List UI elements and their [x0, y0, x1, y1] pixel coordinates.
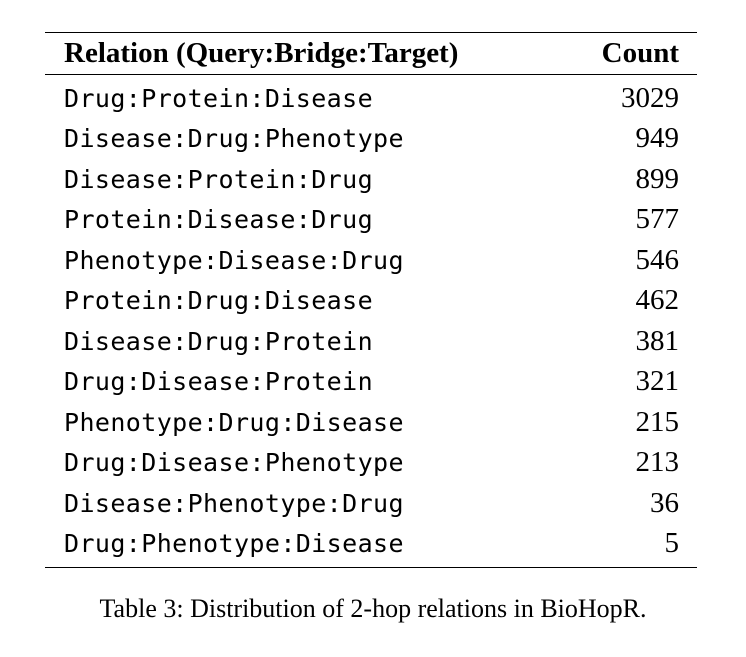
- table-row: [45, 524, 697, 568]
- table-row: [45, 362, 697, 403]
- relation-column-header: Relation (Query:Bridge:Target): [64, 37, 459, 69]
- table-row: [45, 240, 697, 281]
- table-row: [45, 200, 697, 241]
- table-row: [45, 281, 697, 322]
- relation-cell: Drug:Disease:Phenotype: [64, 448, 404, 478]
- count-cell: 36: [650, 486, 679, 519]
- count-cell: 462: [635, 284, 679, 317]
- table-row: [45, 321, 697, 362]
- relation-cell: Drug:Disease:Protein: [64, 367, 374, 397]
- table-header: [45, 33, 697, 75]
- count-cell: 899: [635, 162, 679, 195]
- table-row: [45, 483, 697, 524]
- count-cell: 215: [635, 405, 679, 438]
- relation-cell: Protein:Disease:Drug: [64, 205, 374, 235]
- relation-cell: Drug:Protein:Disease: [64, 83, 374, 113]
- count-cell: 5: [664, 527, 679, 560]
- relations-table: [45, 32, 697, 568]
- count-cell: 321: [635, 365, 679, 398]
- table-row: [45, 443, 697, 484]
- relation-cell: Disease:Protein:Drug: [64, 164, 374, 194]
- header-row: [45, 33, 697, 75]
- relation-cell: Phenotype:Drug:Disease: [64, 407, 404, 437]
- count-cell: 3029: [621, 81, 679, 114]
- relations-table-container: [45, 32, 697, 568]
- relation-cell: Disease:Drug:Protein: [64, 326, 374, 356]
- table-caption: Table 3: Distribution of 2-hop relations in BioHopR.: [99, 594, 647, 623]
- count-column-header: Count: [601, 37, 679, 69]
- count-cell: 949: [635, 122, 679, 155]
- table-row: [45, 75, 697, 119]
- count-cell: 381: [635, 324, 679, 357]
- count-cell: 213: [635, 446, 679, 479]
- relation-cell: Phenotype:Disease:Drug: [64, 245, 404, 275]
- relation-cell: Drug:Phenotype:Disease: [64, 529, 404, 559]
- relation-cell: Disease:Drug:Phenotype: [64, 124, 404, 154]
- table-body: [45, 75, 697, 568]
- table-row: [45, 119, 697, 160]
- relation-cell: Disease:Phenotype:Drug: [64, 488, 404, 518]
- table-row: [45, 402, 697, 443]
- relation-cell: Protein:Drug:Disease: [64, 286, 374, 316]
- table-row: [45, 159, 697, 200]
- count-cell: 546: [635, 243, 679, 276]
- count-cell: 577: [635, 203, 679, 236]
